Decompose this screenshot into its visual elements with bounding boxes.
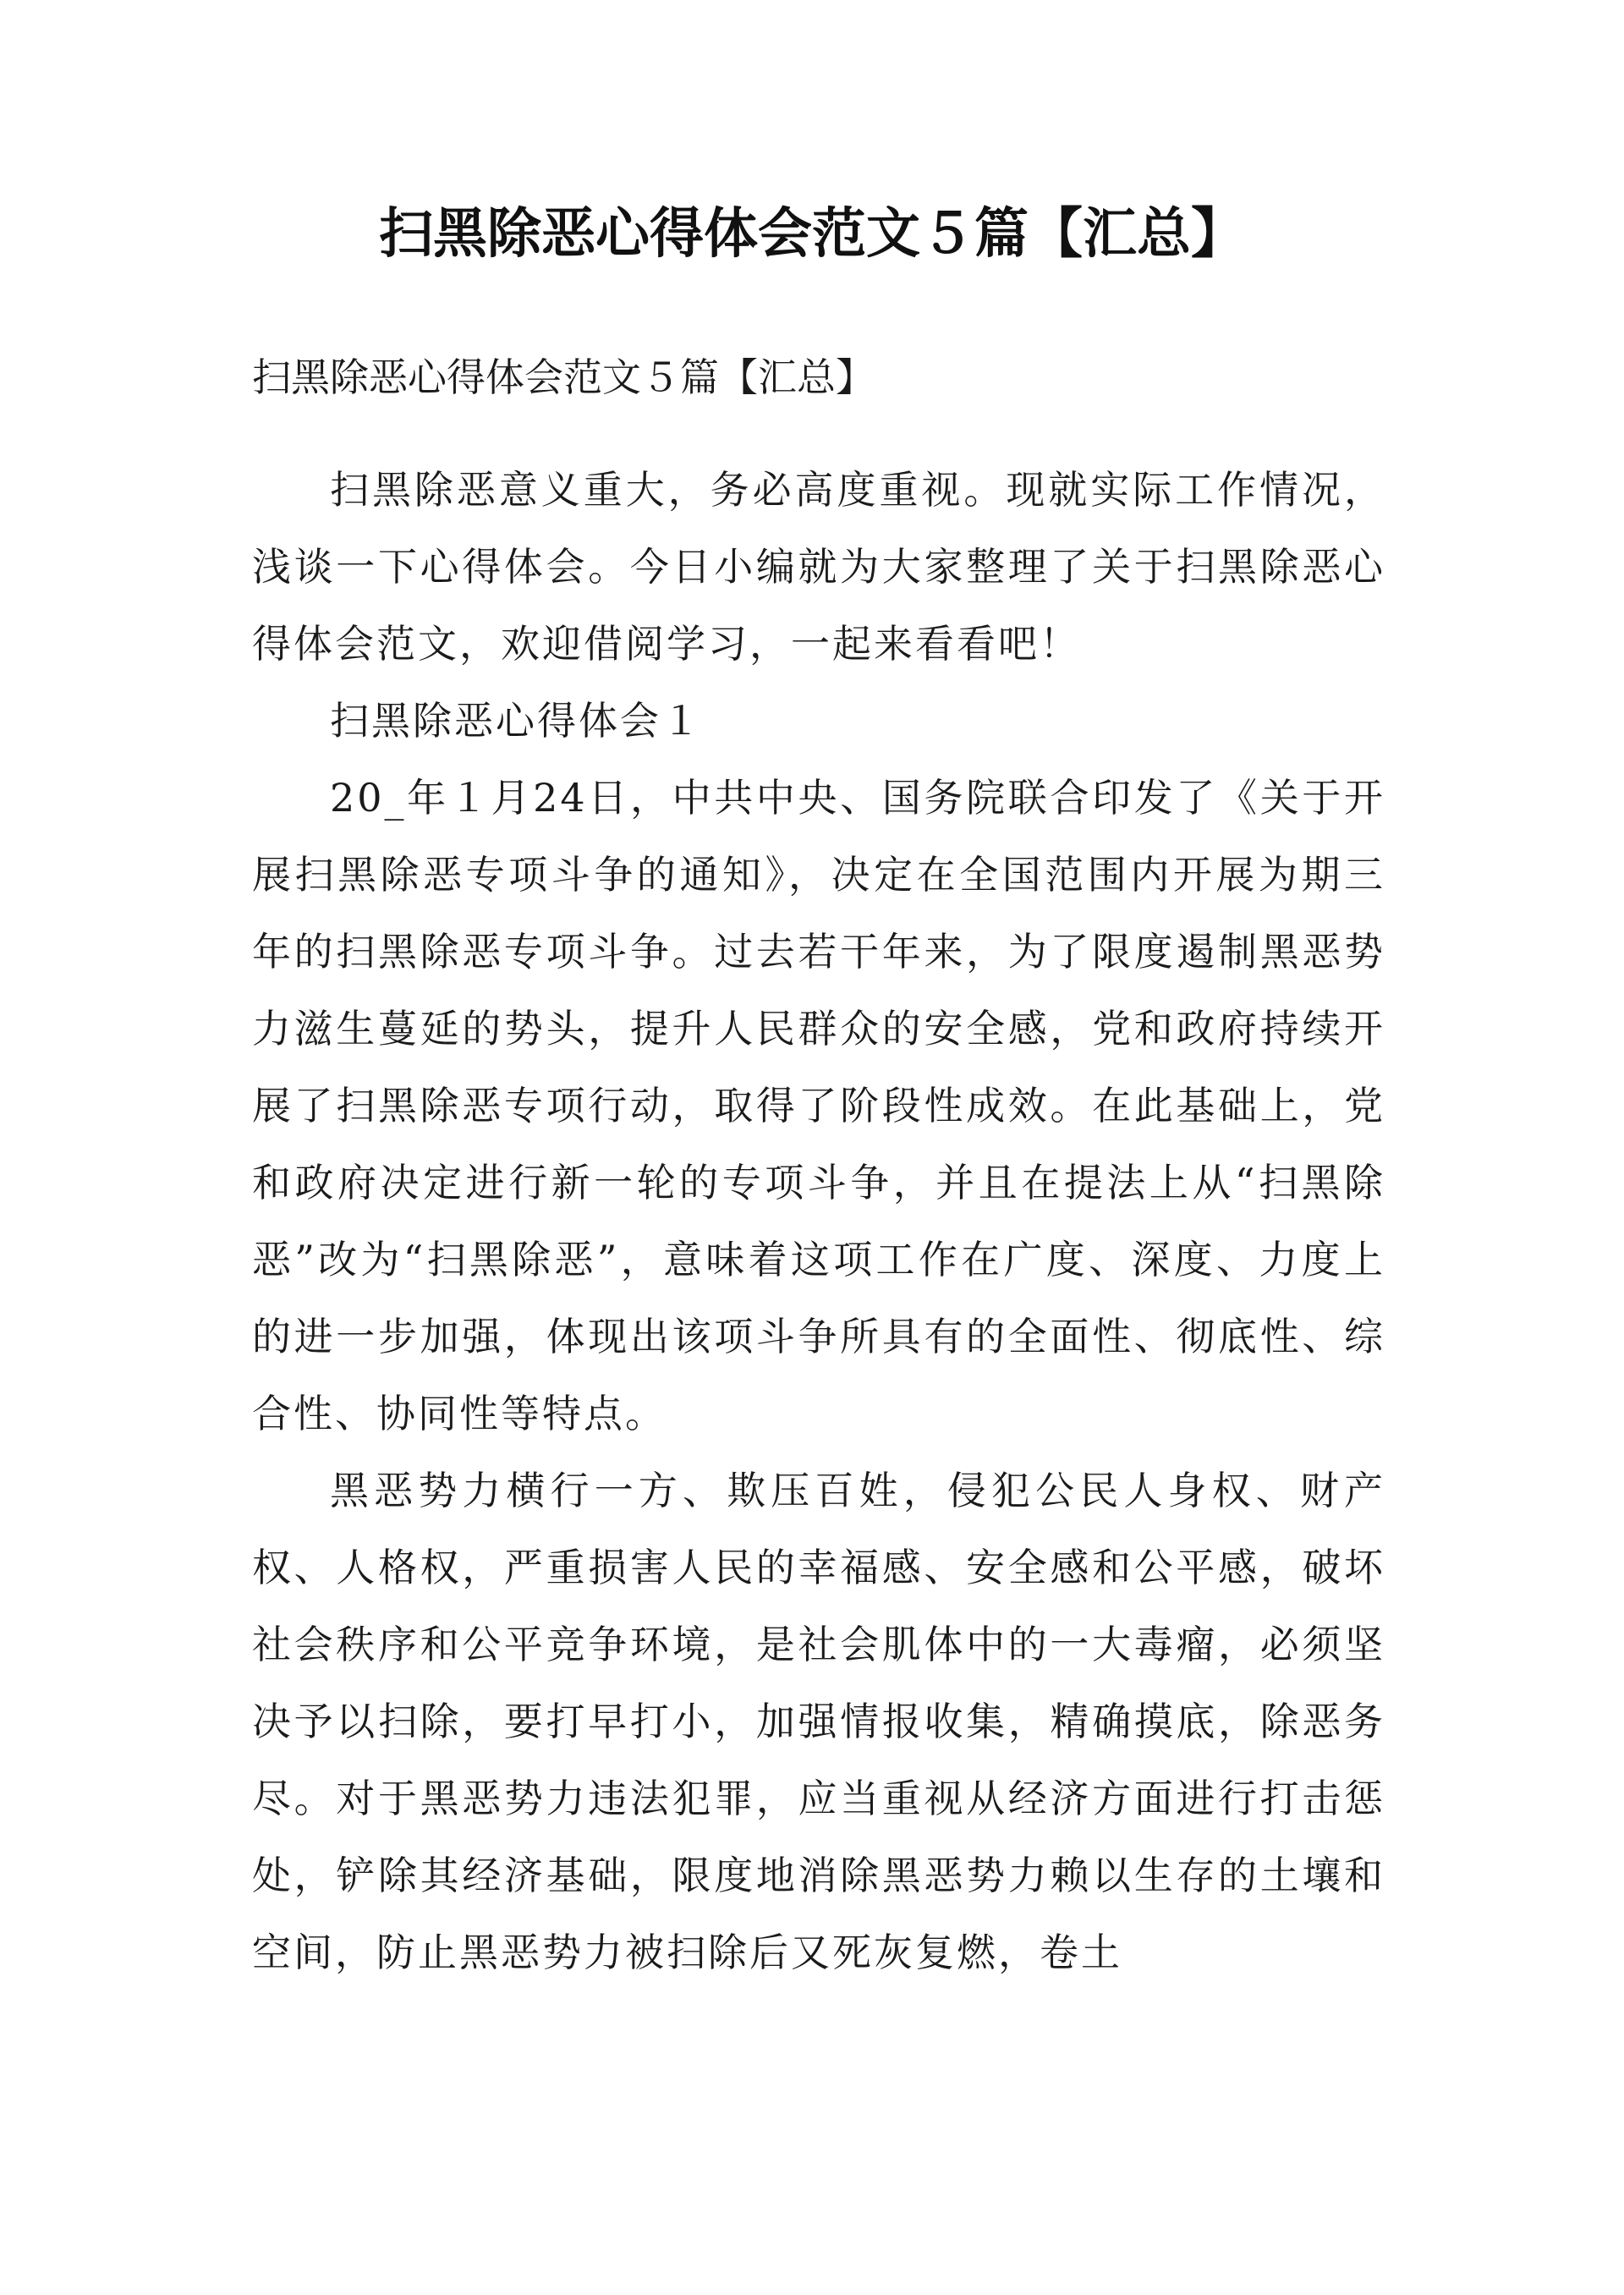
document-subtitle: 扫黑除恶心得体会范文５篇【汇总】 [252, 354, 875, 400]
body-paragraph-2: 黑恶势力横行一方、欺压百姓，侵犯公民人身权、财产权、人格权，严重损害人民的幸福感、安全感和公平感，破坏社会秩序和公平竞争环境，是社会肌体中的一大毒瘤，必须坚决予以扫除，要打早打小，加强情报收集，精确摸底，除恶务尽。对于黑恶势力违法犯罪，应当重视从经济方面进行打击惩处，铲除其经济基础，限度地消除黑恶势力赖以生存的土壤和空间，防止黑恶势力被扫除后又死灰复燃，卷土 [252, 1468, 1385, 1975]
document-body [252, 338, 1385, 1991]
document-title: 扫黑除恶心得体会范文５篇【汇总】 [379, 203, 1245, 266]
body-paragraph-1: 20_年１月24日，中共中央、国务院联合印发了《关于开展扫黑除恶专项斗争的通知》，决定在全国范围内开展为期三年的扫黑除恶专项斗争。过去若干年来，为了限度遏制黑恶势力滋生蔓延的势头，提升人民群众的安全感，党和政府持续开展了扫黑除恶专项行动，取得了阶段性成效。在此基础上，党和政府决定进行新一轮的专项斗争，并且在提法上从“扫黑除恶”改为“扫黑除恶”，意味着这项工作在广度、深度、力度上的进一步加强，体现出该项斗争所具有的全面性、彻底性、综合性、协同性等特点。 [252, 775, 1385, 1436]
intro-paragraph: 扫黑除恶意义重大，务必高度重视。现就实际工作情况，浅谈一下心得体会。今日小编就为大家整理了关于扫黑除恶心得体会范文，欢迎借阅学习，一起来看看吧！ [252, 467, 1385, 667]
section-heading: 扫黑除恶心得体会１ [330, 698, 703, 744]
